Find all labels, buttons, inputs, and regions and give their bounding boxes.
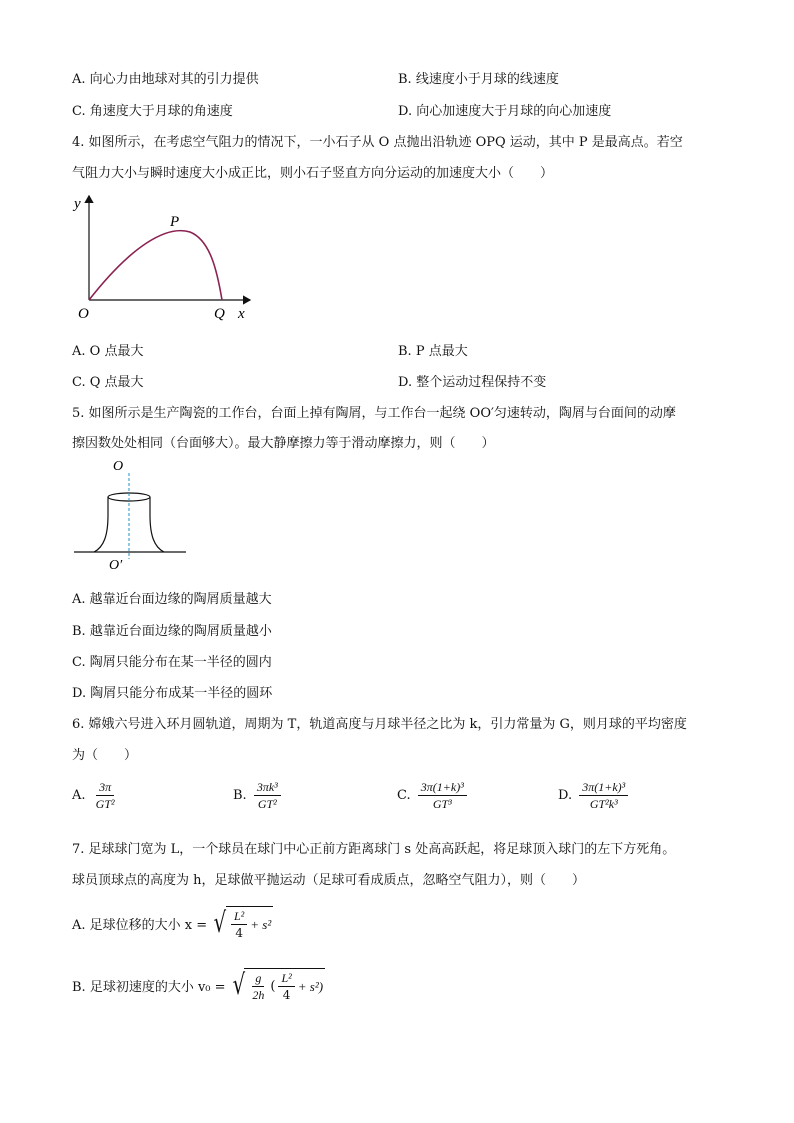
q7-option-b: B. 足球初速度的大小 v₀ = √ $\frac{g}{2h}$ ( $\frac{\text{L²}}{4}$ + s²)	[72, 968, 324, 1002]
q4-p-label: P	[170, 214, 180, 230]
q3-option-c: C. 角速度大于月球的角速度	[72, 104, 233, 119]
q5-stem-line2: 擦因数处处相同（台面够大）。最大静摩擦力等于滑动摩擦力，则（ ）	[72, 436, 495, 451]
q4-stem-line1: 4. 如图所示，在考虑空气阻力的情况下，一小石子从 O 点抛出沿轨迹 OPQ 运动，其中 P 是最高点。若空	[72, 135, 683, 150]
q6-option-c: C. $\frac{\text{3π(1+k)³}}{\text{GT³}}$	[397, 780, 470, 811]
q5-o-label: O	[113, 459, 124, 474]
q4-x-label: x	[238, 306, 245, 322]
q7-option-a: A. 足球位移的大小 x = √ $\frac{\text{L²}}{4}$ + s²	[72, 906, 272, 940]
q5-option-c: C. 陶屑只能分布在某一半径的圆内	[72, 655, 272, 670]
q5-option-d: D. 陶屑只能分布成某一半径的圆环	[72, 686, 273, 701]
q3-option-a: A. 向心力由地球对其的引力提供	[72, 72, 259, 87]
q4-trajectory-curve	[89, 231, 222, 300]
q6-stem-line2: 为（ ）	[72, 748, 138, 763]
q5-stem-line1: 5. 如图所示是生产陶瓷的工作台，台面上掉有陶屑，与工作台一起绕 OO′匀速转动，陶屑与台面间的动摩	[72, 406, 676, 421]
q7-stem-line2: 球员顶球点的高度为 h，足球做平抛运动（足球可看成质点，忽略空气阻力），则（ ）	[72, 873, 586, 888]
q4-option-c: C. Q 点最大	[72, 375, 144, 390]
q4-option-a: A. O 点最大	[72, 344, 144, 359]
q4-o-label: O	[78, 306, 89, 322]
q5-o-prime-label: O′	[109, 558, 123, 573]
q6-option-a: A. $\frac{3\pi}{\text{GT²}}$	[72, 780, 115, 811]
q5-turntable-figure	[72, 455, 192, 575]
q3-option-b: B. 线速度小于月球的线速度	[398, 72, 559, 87]
q3-option-d: D. 向心加速度大于月球的向心加速度	[398, 104, 612, 119]
q6-stem-line1: 6. 嫦娥六号进入环月圆轨道，周期为 T，轨道高度与月球半径之比为 k，引力常量为 G，则月球的平均密度	[72, 717, 687, 732]
q5-option-a: A. 越靠近台面边缘的陶屑质量越大	[72, 592, 272, 607]
q4-option-b: B. P 点最大	[398, 344, 468, 359]
q4-trajectory-figure	[72, 190, 262, 325]
q4-option-d: D. 整个运动过程保持不变	[398, 375, 547, 390]
q4-stem-line2: 气阻力大小与瞬时速度大小成正比，则小石子竖直方向分运动的加速度大小（ ）	[72, 166, 554, 181]
q5-option-b: B. 越靠近台面边缘的陶屑质量越小	[72, 624, 272, 639]
q7-stem-line1: 7. 足球球门宽为 L，一个球员在球门中心正前方距离球门 s 处高高跃起，将足球顶入球门的左下方死角。	[72, 842, 676, 857]
q4-q-label: Q	[214, 306, 225, 322]
q4-y-label: y	[74, 196, 81, 212]
q6-option-b: B. $\frac{\text{3πk³}}{\text{GT²}}$	[233, 780, 284, 811]
q6-option-d: D. $\frac{\text{3π(1+k)³}}{\text{GT²k³}}$	[558, 780, 631, 811]
